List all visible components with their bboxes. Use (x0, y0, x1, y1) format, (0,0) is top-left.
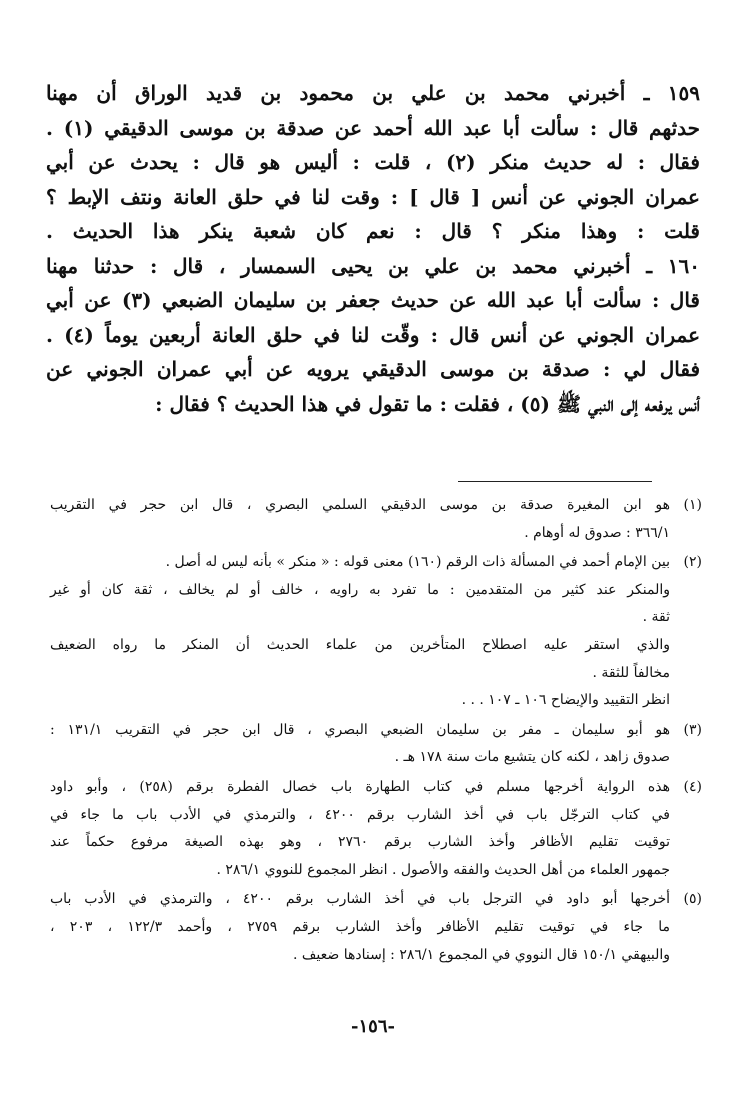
footnote-number: (٥) (683, 891, 702, 908)
footnote-line: هو ابن المغيرة صدقة بن موسى الدقيقي السلمي البصري ، قال ابن حجر في التقريب (50, 497, 670, 513)
footnote-line: ٣٦٦/١ : صدوق له أوهام . (524, 524, 670, 541)
footnote-line: والبيهقي ١٥٠/١ قال النووي في المجموع ٢٨٦/١ : إسنادها ضعيف . (293, 946, 670, 963)
footnote-line: في كتاب الترجّل باب في أخذ الشارب برقم ٤٢٠٠ ، والترمذي في الأدب باب ما جاء في (50, 806, 670, 823)
main-text-line: ١٥٩ ـ أخبرني محمد بن علي بن محمود بن قديد الوراق أن مهنا (46, 81, 700, 105)
footnote-line: والمنكر عند كثير من المتقدمين : ما تفرد به راويه ، خالف أو لم يخالف ، ثقة كان أو غير (50, 581, 670, 598)
footnote-line: هذه الرواية أخرجها مسلم في كتاب الطهارة باب خصال الفطرة برقم (٢٥٨) ، وأبو داود (50, 778, 671, 795)
main-text-block (46, 76, 700, 421)
footnote-4 (50, 774, 702, 884)
footnote-line: توقيت تقليم الأظافر وأخذ الشارب برقم ٢٧٦٠ ، وهو بهذه الصيغة مرفوع حكماً عند (50, 834, 670, 851)
footnote-2 (50, 549, 702, 715)
footnote-number: (٢) (683, 554, 702, 571)
main-text-line: عمران الجوني عن أنس [ قال ] : وقت لنا في حلق العانة ونتف الإبط ؟ (46, 184, 700, 209)
main-text-line: حدثهم قال : سألت أبا عبد الله أحمد عن صدقة بن موسى الدقيقي (١) . (46, 115, 700, 140)
main-text-line: أنس يرفعه إلى النبي ﷺ (٥) ، فقلت : ما تقول في هذا الحديث ؟ فقال : (155, 391, 700, 416)
footnote-line: مخالفاً للثقة . (592, 664, 670, 681)
footnote-line: والذي استقر عليه اصطلاح المتأخرين من علماء الحديث أن المنكر ما رواه الضعيف (50, 636, 670, 653)
footnote-line: هو أبو سليمان ـ مفر بن سليمان الضبعي البصري ، قال ابن حجر في التقريب ١٣١/١ : (50, 721, 671, 738)
footnote-line: ثقة . (642, 609, 670, 626)
main-text-line: فقال لي : صدقة بن موسى الدقيقي يرويه عن أبي عمران الجوني عن (46, 357, 700, 381)
footnote-line: بين الإمام أحمد في المسألة ذات الرقم (١٦٠) معنى قوله : « منكر » بأنه ليس له أصل . (165, 554, 670, 571)
footnote-separator (458, 481, 652, 482)
footnote-line: جمهور العلماء من أهل الحديث والفقه والأصول . انظر المجموع للنووي ٢٨٦/١ . (216, 861, 670, 878)
footnote-5 (50, 886, 702, 969)
main-text-line: فقال : له حديث منكر (٢) ، قلت : أليس هو قال : يحدث عن أبي (46, 150, 700, 174)
footnote-line: أخرجها أبو داود في الترجل باب في أخذ الشارب برقم ٤٢٠٠ ، والترمذي في الأدب باب (50, 891, 670, 908)
page-number: -١٥٦- (351, 1016, 395, 1037)
footnote-line: ما جاء في توقيت تقليم الأظافر وأخذ الشارب برقم ٢٧٥٩ ، وأحمد ١٢٢/٣ ، ٢٠٣ ، (50, 918, 671, 935)
footnote-number: (١) (683, 497, 702, 513)
footnote-3 (50, 717, 702, 772)
footnote-number: (٤) (683, 778, 702, 795)
main-text-line: قال : سألت أبا عبد الله عن حديث جعفر بن سليمان الضبعي (٣) عن أبي (46, 288, 700, 312)
footnote-number: (٣) (683, 721, 702, 738)
main-text-line: ١٦٠ ـ أخبرني محمد بن علي بن يحيى السمسار ، قال : حدثنا مهنا (46, 253, 700, 278)
main-text-line: قلت : وهذا منكر ؟ قال : نعم كان شعبة ينكر هذا الحديث . (46, 219, 700, 243)
footnotes-section (50, 492, 702, 971)
main-text-line: عمران الجوني عن أنس قال : وقّت لنا في حلق العانة أربعين يوماً (٤) . (46, 322, 700, 347)
footnote-line: انظر التقييد والإيضاح ١٠٦ ـ ١٠٧ . . . (461, 692, 670, 709)
footnote-1 (50, 492, 702, 547)
footnote-line: صدوق زاهد ، لكنه كان يتشيع مات سنة ١٧٨ هـ . (394, 749, 670, 766)
